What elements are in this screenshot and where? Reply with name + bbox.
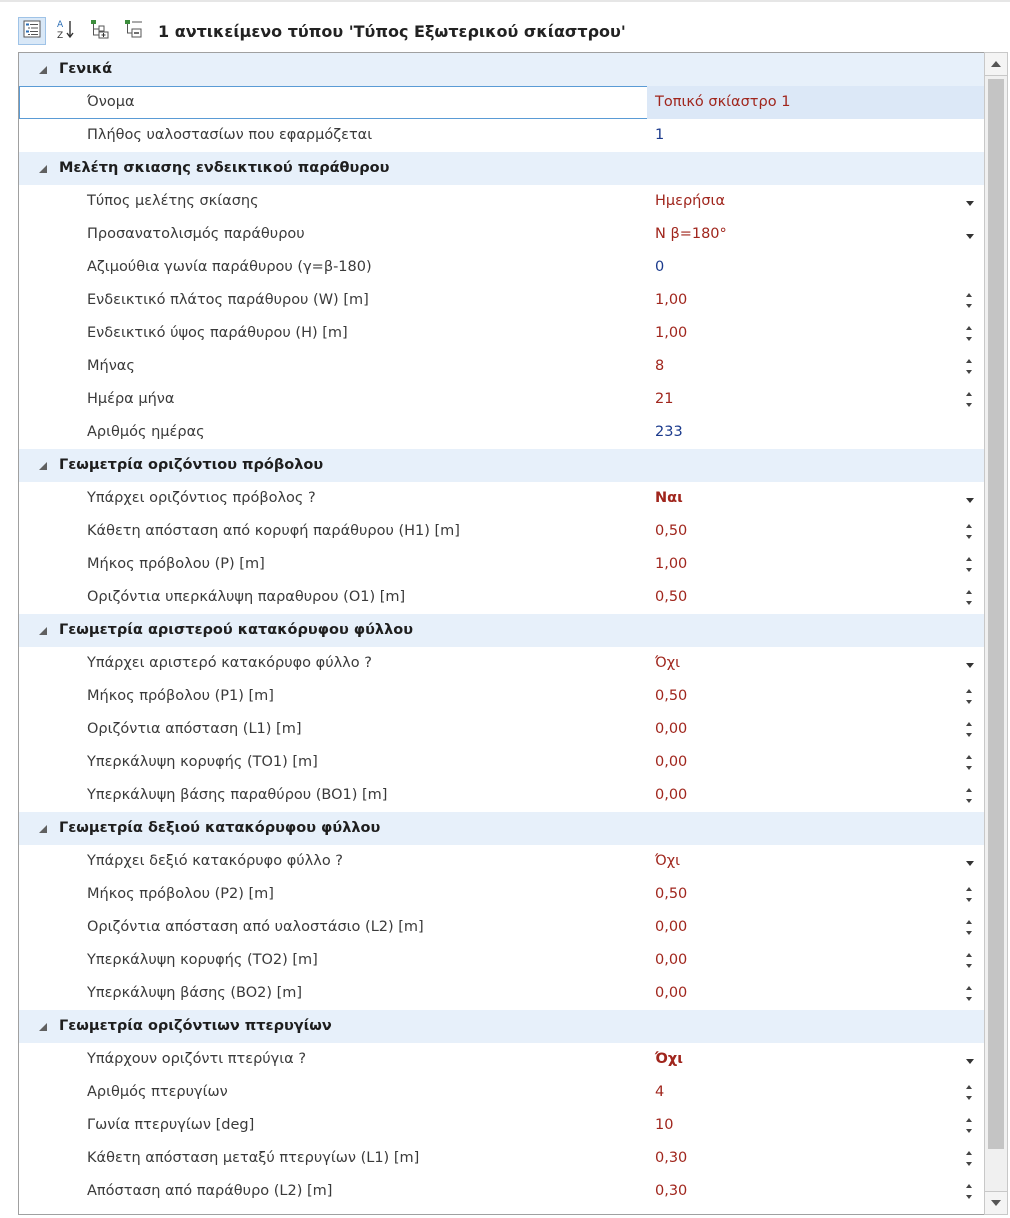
spin-down-icon[interactable]: [966, 370, 972, 374]
spin-up-icon[interactable]: [966, 1151, 972, 1155]
property-value[interactable]: 0,30: [655, 1150, 688, 1166]
categorized-view-button[interactable]: [18, 17, 46, 45]
spin-control[interactable]: [963, 1175, 977, 1208]
property-row[interactable]: [19, 383, 985, 416]
property-label: Υπερκάλυψη κορυφής (TO1) [m]: [87, 754, 318, 770]
property-value[interactable]: 1: [655, 127, 665, 143]
top-divider: [0, 0, 1010, 2]
spin-control[interactable]: [963, 317, 977, 350]
collapse-caret-icon[interactable]: [39, 66, 47, 74]
property-label: Ενδεικτικό πλάτος παράθυρου (W) [m]: [87, 292, 369, 308]
property-value[interactable]: 0,50: [655, 886, 688, 902]
property-label: Αριθμός ημέρας: [87, 424, 205, 440]
collapse-caret-icon[interactable]: [39, 627, 47, 635]
spin-down-icon[interactable]: [966, 1162, 972, 1166]
property-value[interactable]: 0,50: [655, 523, 688, 539]
spin-down-icon[interactable]: [966, 337, 972, 341]
property-label: Όνομα: [87, 94, 135, 110]
property-row[interactable]: [19, 515, 985, 548]
collapse-caret-icon[interactable]: [39, 1023, 47, 1031]
spin-up-icon[interactable]: [966, 722, 972, 726]
spin-control[interactable]: [963, 1142, 977, 1175]
property-label: Υπάρχει δεξιό κατακόρυφο φύλλο ?: [87, 853, 344, 869]
property-value[interactable]: N β=180°: [655, 226, 727, 242]
property-row[interactable]: [19, 218, 985, 251]
spin-down-icon[interactable]: [966, 898, 972, 902]
spin-up-icon[interactable]: [966, 788, 972, 792]
dropdown-arrow-icon: [966, 201, 974, 206]
property-label: Γωνία πτερυγίων [deg]: [87, 1117, 255, 1133]
property-label: Υπερκάλυψη κορυφής (TO2) [m]: [87, 952, 318, 968]
dropdown-button[interactable]: [963, 185, 977, 218]
spin-down-icon[interactable]: [966, 700, 972, 704]
category-label: Γεωμετρία αριστερού κατακόρυφου φύλλου: [59, 622, 414, 638]
property-row[interactable]: [19, 350, 985, 383]
category-label: Γενικά: [59, 61, 113, 77]
property-row[interactable]: [19, 647, 985, 680]
spin-down-icon[interactable]: [966, 931, 972, 935]
property-row[interactable]: [19, 86, 985, 119]
dropdown-button[interactable]: [963, 845, 977, 878]
property-label: Υπάρχει αριστερό κατακόρυφο φύλλο ?: [87, 655, 372, 671]
property-row[interactable]: [19, 911, 985, 944]
collapse-caret-icon[interactable]: [39, 825, 47, 833]
property-value[interactable]: 10: [655, 1117, 674, 1133]
property-value[interactable]: 4: [655, 1084, 665, 1100]
category-row[interactable]: [19, 614, 985, 647]
property-label: Ενδεικτικό ύψος παράθυρου (H) [m]: [87, 325, 348, 341]
property-row[interactable]: [19, 944, 985, 977]
property-value[interactable]: 233: [655, 424, 683, 440]
dropdown-arrow-icon: [966, 498, 974, 503]
chevron-down-icon: [991, 1200, 1001, 1206]
property-value[interactable]: 0,00: [655, 787, 688, 803]
property-row[interactable]: [19, 746, 985, 779]
categorized-view-icon: [23, 20, 41, 42]
selection-title: 1 αντικείμενο τύπου 'Τύπος Εξωτερικού σκίαστρου': [158, 21, 626, 41]
property-value[interactable]: Όχι: [655, 655, 681, 671]
spin-up-icon[interactable]: [966, 689, 972, 693]
property-row[interactable]: [19, 878, 985, 911]
property-value[interactable]: 8: [655, 358, 665, 374]
dropdown-button[interactable]: [963, 482, 977, 515]
property-row[interactable]: [19, 845, 985, 878]
spin-down-icon[interactable]: [966, 997, 972, 1001]
property-value[interactable]: Τοπικό σκίαστρο 1: [655, 94, 791, 110]
spin-control[interactable]: [963, 680, 977, 713]
property-value[interactable]: Ημερήσια: [655, 193, 726, 209]
property-value[interactable]: Ναι: [655, 490, 683, 506]
spin-up-icon[interactable]: [966, 326, 972, 330]
spin-up-icon[interactable]: [966, 1118, 972, 1122]
property-label: Αζιμούθια γωνία παράθυρου (γ=β-180): [87, 259, 372, 275]
spin-down-icon[interactable]: [966, 799, 972, 803]
property-row[interactable]: [19, 779, 985, 812]
property-value[interactable]: 1,00: [655, 325, 688, 341]
category-row[interactable]: [19, 1010, 985, 1043]
spin-control[interactable]: [963, 383, 977, 416]
vertical-scrollbar[interactable]: [984, 52, 1008, 1215]
property-row[interactable]: [19, 416, 985, 449]
property-label: Υπερκάλυψη βάσης (BO2) [m]: [87, 985, 303, 1001]
spin-control[interactable]: [963, 350, 977, 383]
property-label: Απόσταση από παράθυρο (L2) [m]: [87, 1183, 333, 1199]
property-value[interactable]: 0,50: [655, 688, 688, 704]
spin-up-icon[interactable]: [966, 920, 972, 924]
spin-control[interactable]: [963, 713, 977, 746]
dropdown-arrow-icon: [966, 861, 974, 866]
property-row[interactable]: [19, 680, 985, 713]
property-value[interactable]: Όχι: [655, 853, 681, 869]
property-label: Οριζόντια απόσταση (L1) [m]: [87, 721, 302, 737]
property-label: Τύπος μελέτης σκίασης: [87, 193, 259, 209]
property-row[interactable]: [19, 713, 985, 746]
spin-control[interactable]: [963, 1109, 977, 1142]
property-value[interactable]: 0,00: [655, 721, 688, 737]
category-label: Γεωμετρία δεξιού κατακόρυφου φύλλου: [59, 820, 381, 836]
spin-up-icon[interactable]: [966, 392, 972, 396]
dropdown-arrow-icon: [966, 663, 974, 668]
spin-control[interactable]: [963, 1076, 977, 1109]
property-label: Κάθετη απόσταση από κορυφή παράθυρου (H1) [m]: [87, 523, 460, 539]
property-value[interactable]: 0,00: [655, 754, 688, 770]
spin-control[interactable]: [963, 977, 977, 1010]
property-grid: [18, 52, 986, 1215]
property-label: Μήκος πρόβολου (P2) [m]: [87, 886, 274, 902]
spin-control[interactable]: [963, 284, 977, 317]
property-label: Προσανατολισμός παράθυρου: [87, 226, 305, 242]
dropdown-button[interactable]: [963, 218, 977, 251]
spin-up-icon[interactable]: [966, 1085, 972, 1089]
collapse-caret-icon[interactable]: [39, 462, 47, 470]
spin-down-icon[interactable]: [966, 1129, 972, 1133]
property-row[interactable]: [19, 119, 985, 152]
chevron-up-icon: [991, 61, 1001, 67]
property-label: Υπερκάλυψη βάσης παραθύρου (BO1) [m]: [87, 787, 388, 803]
spin-control[interactable]: [963, 779, 977, 812]
dropdown-button[interactable]: [963, 1043, 977, 1076]
property-row[interactable]: [19, 1142, 985, 1175]
category-row[interactable]: [19, 53, 985, 86]
scroll-down-button[interactable]: [985, 1191, 1007, 1214]
category-label: Γεωμετρία οριζόντιων πτερυγίων: [59, 1018, 332, 1034]
property-row[interactable]: [19, 185, 985, 218]
spin-up-icon[interactable]: [966, 986, 972, 990]
property-value[interactable]: 1,00: [655, 292, 688, 308]
spin-control[interactable]: [963, 581, 977, 614]
spin-down-icon[interactable]: [966, 535, 972, 539]
property-row[interactable]: [19, 548, 985, 581]
category-row[interactable]: [19, 152, 985, 185]
property-row[interactable]: [19, 581, 985, 614]
category-row[interactable]: [19, 812, 985, 845]
spin-control[interactable]: [963, 878, 977, 911]
expand-all-button[interactable]: [86, 17, 114, 45]
property-value[interactable]: 0,00: [655, 985, 688, 1001]
property-value[interactable]: 0,00: [655, 919, 688, 935]
dropdown-button[interactable]: [963, 647, 977, 680]
property-label: Μήκος πρόβολου (P) [m]: [87, 556, 265, 572]
spin-down-icon[interactable]: [966, 601, 972, 605]
collapse-all-icon: [123, 18, 145, 44]
scroll-up-button[interactable]: [985, 53, 1007, 76]
property-label: Ημέρα μήνα: [87, 391, 175, 407]
alphabetical-sort-icon: [56, 18, 76, 44]
spin-control[interactable]: [963, 944, 977, 977]
svg-text:A: A: [57, 20, 64, 30]
property-label: Υπάρχει οριζόντιος πρόβολος ?: [87, 490, 316, 506]
spin-down-icon[interactable]: [966, 403, 972, 407]
spin-control[interactable]: [963, 548, 977, 581]
dropdown-arrow-icon: [966, 234, 974, 239]
spin-down-icon[interactable]: [966, 766, 972, 770]
property-row[interactable]: [19, 284, 985, 317]
spin-down-icon[interactable]: [966, 1096, 972, 1100]
spin-down-icon[interactable]: [966, 304, 972, 308]
property-row[interactable]: [19, 1043, 985, 1076]
spin-up-icon[interactable]: [966, 359, 972, 363]
property-label: Πλήθος υαλοστασίων που εφαρμόζεται: [87, 127, 373, 143]
property-value[interactable]: 21: [655, 391, 674, 407]
property-value[interactable]: 0,30: [655, 1183, 688, 1199]
property-value[interactable]: 1,00: [655, 556, 688, 572]
property-row[interactable]: [19, 251, 985, 284]
spin-up-icon[interactable]: [966, 293, 972, 297]
property-value[interactable]: 0,50: [655, 589, 688, 605]
property-row[interactable]: [19, 1076, 985, 1109]
spin-control[interactable]: [963, 911, 977, 944]
property-value[interactable]: 0: [655, 259, 665, 275]
property-label: Οριζόντια υπερκάλυψη παραθυρου (O1) [m]: [87, 589, 406, 605]
spin-up-icon[interactable]: [966, 524, 972, 528]
property-value[interactable]: 0,00: [655, 952, 688, 968]
alphabetical-sort-button[interactable]: [52, 17, 80, 45]
property-label: Κάθετη απόσταση μεταξύ πτερυγίων (L1) [m]: [87, 1150, 420, 1166]
property-row[interactable]: [19, 1109, 985, 1142]
spin-down-icon[interactable]: [966, 733, 972, 737]
scrollbar-thumb[interactable]: [988, 79, 1004, 1149]
svg-text:Z: Z: [57, 31, 64, 40]
property-value[interactable]: Όχι: [655, 1051, 683, 1067]
spin-up-icon[interactable]: [966, 755, 972, 759]
category-label: Μελέτη σκιασης ενδεικτικού παράθυρου: [59, 160, 390, 176]
property-label: Μήκος πρόβολου (P1) [m]: [87, 688, 274, 704]
spin-down-icon[interactable]: [966, 1195, 972, 1199]
spin-up-icon[interactable]: [966, 590, 972, 594]
spin-up-icon[interactable]: [966, 1184, 972, 1188]
expand-all-icon: [89, 18, 111, 44]
property-toolbar: [18, 14, 998, 48]
category-row[interactable]: [19, 449, 985, 482]
property-label: Μήνας: [87, 358, 135, 374]
property-label: Υπάρχουν οριζόντι πτερύγια ?: [87, 1051, 307, 1067]
dropdown-arrow-icon: [966, 1059, 974, 1064]
collapse-caret-icon[interactable]: [39, 165, 47, 173]
spin-control[interactable]: [963, 746, 977, 779]
spin-up-icon[interactable]: [966, 953, 972, 957]
spin-up-icon[interactable]: [966, 557, 972, 561]
property-label: Αριθμός πτερυγίων: [87, 1084, 228, 1100]
property-row[interactable]: [19, 1175, 985, 1208]
category-label: Γεωμετρία οριζόντιου πρόβολου: [59, 457, 324, 473]
property-row[interactable]: [19, 482, 985, 515]
collapse-all-button[interactable]: [120, 17, 148, 45]
spin-control[interactable]: [963, 515, 977, 548]
spin-up-icon[interactable]: [966, 887, 972, 891]
spin-down-icon[interactable]: [966, 964, 972, 968]
property-row[interactable]: [19, 977, 985, 1010]
spin-down-icon[interactable]: [966, 568, 972, 572]
property-label: Οριζόντια απόσταση από υαλοστάσιο (L2) [m]: [87, 919, 424, 935]
property-row[interactable]: [19, 317, 985, 350]
